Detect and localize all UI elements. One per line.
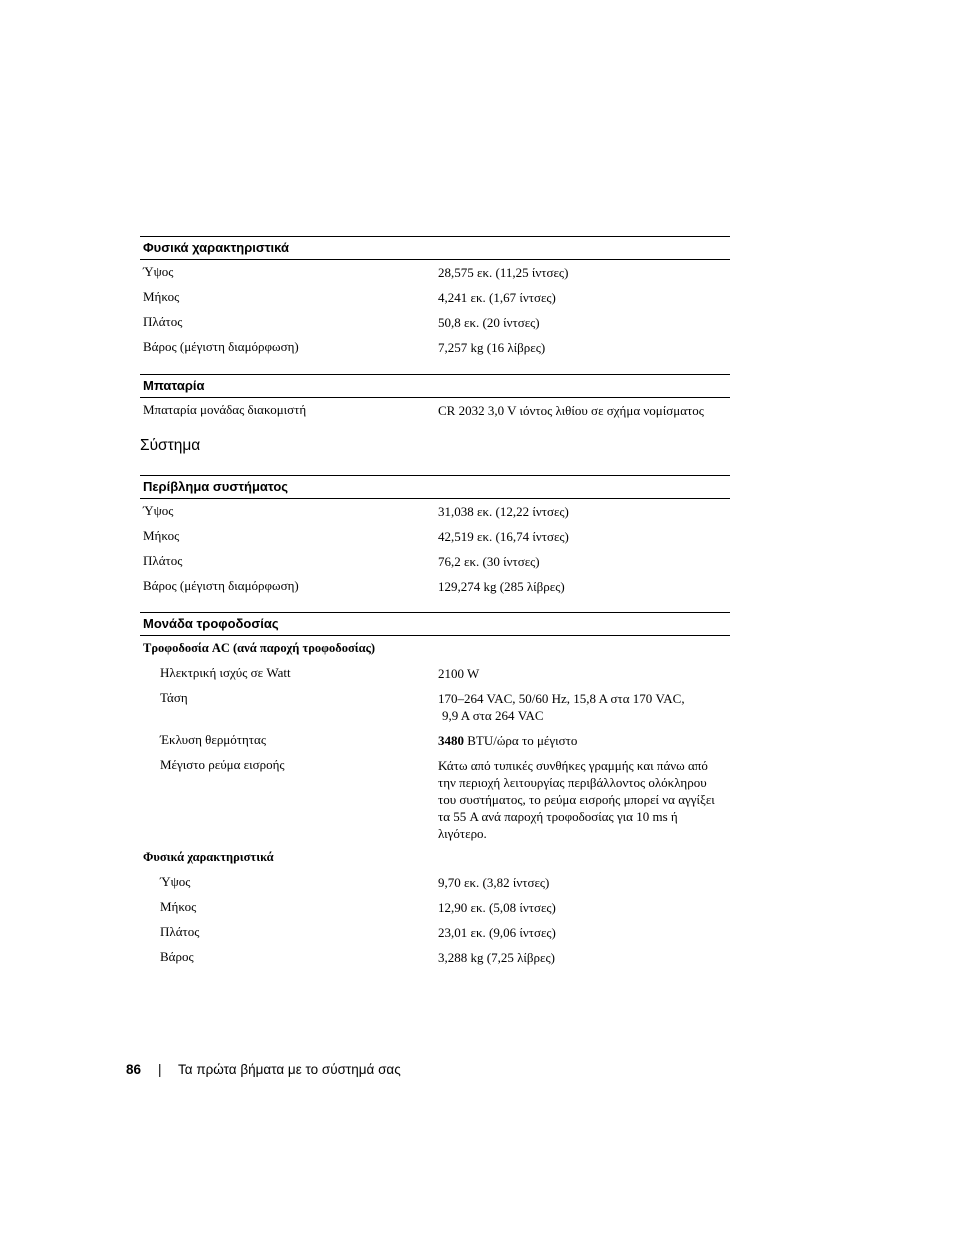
- row-label: Ύψος: [143, 264, 174, 279]
- row-value: 9,70 εκ. (3,82 ίντσες): [438, 875, 550, 890]
- table-row: [140, 260, 730, 285]
- row-value: 76,2 εκ. (30 ίντσες): [438, 554, 540, 569]
- heat-unit: BTU/ώρα το μέγιστο: [464, 733, 578, 748]
- value-line: Κάτω από τυπικές συνθήκες γραμμής και πάνω από: [438, 758, 708, 773]
- page-footer: [126, 1062, 401, 1077]
- power-supply-table: [140, 612, 730, 970]
- row-label: Μήκος: [160, 899, 197, 914]
- row-label: Έκλυση θερμότητας: [160, 732, 266, 747]
- value-line: τα 55 A ανά παροχή τροφοδοσίας για 10 ms ή: [438, 809, 678, 824]
- row-label: Βάρος (μέγιστη διαμόρφωση): [143, 339, 299, 354]
- table-row: [140, 285, 730, 310]
- row-label: Βάρος: [160, 949, 194, 964]
- footer-title: Τα πρώτα βήματα με το σύστημά σας: [178, 1062, 401, 1077]
- table-row: [140, 661, 730, 686]
- row-label: Μπαταρία μονάδας διακομιστή: [143, 402, 307, 417]
- physical-characteristics-table: [140, 236, 730, 360]
- row-value: 2100 W: [438, 666, 480, 681]
- section-header: Περίβλημα συστήματος: [140, 475, 730, 499]
- row-label: Ύψος: [143, 503, 174, 518]
- section-header: Μπαταρία: [140, 374, 730, 398]
- row-value: 12,90 εκ. (5,08 ίντσες): [438, 900, 556, 915]
- row-label: Βάρος (μέγιστη διαμόρφωση): [143, 578, 299, 593]
- value-line: του συστήματος, το ρεύμα εισροής μπορεί να αγγίξει: [438, 792, 715, 807]
- row-label: Πλάτος: [160, 924, 200, 939]
- subsection-heading: Τροφοδοσία AC (ανά παροχή τροφοδοσίας): [143, 641, 376, 655]
- table-row: [140, 398, 730, 423]
- row-value: [438, 690, 730, 724]
- table-row: [140, 753, 730, 845]
- row-label: Ύψος: [160, 874, 191, 889]
- table-row: [140, 310, 730, 335]
- row-label: Τάση: [160, 690, 188, 705]
- table-row: [140, 895, 730, 920]
- section-header: Μονάδα τροφοδοσίας: [140, 612, 730, 636]
- row-value: [438, 732, 730, 749]
- row-value: 31,038 εκ. (12,22 ίντσες): [438, 504, 569, 519]
- system-enclosure-table: [140, 475, 730, 599]
- subsection-heading: Φυσικά χαρακτηριστικά: [143, 850, 274, 864]
- value-line: 170–264 VAC, 50/60 Hz, 15,8 A στα 170 VAC,: [438, 691, 685, 706]
- row-label: Ηλεκτρική ισχύς σε Watt: [160, 665, 291, 680]
- row-value: [438, 757, 730, 842]
- row-label: Μήκος: [143, 528, 180, 543]
- table-row: [140, 870, 730, 895]
- table-row: [140, 499, 730, 524]
- table-row: [140, 335, 730, 360]
- row-value: 50,8 εκ. (20 ίντσες): [438, 315, 540, 330]
- value-line: την περιοχή λειτουργίας περιβάλλοντος ολόκληρου: [438, 775, 707, 790]
- table-row: [140, 524, 730, 549]
- row-label: Πλάτος: [143, 314, 183, 329]
- row-value: 28,575 εκ. (11,25 ίντσες): [438, 265, 569, 280]
- battery-table: [140, 374, 730, 423]
- row-value: 7,257 kg (16 λίβρες): [438, 340, 546, 355]
- table-row: [140, 686, 730, 728]
- value-line: 9,9 A στα 264 VAC: [442, 708, 544, 723]
- section-title: Σύστημα: [140, 437, 201, 454]
- row-value: CR 2032 3,0 V ιόντος λιθίου σε σχήμα νομίσματος: [438, 403, 704, 418]
- heat-number: 3480: [438, 733, 464, 748]
- row-value: 23,01 εκ. (9,06 ίντσες): [438, 925, 556, 940]
- section-header: Φυσικά χαρακτηριστικά: [140, 236, 730, 260]
- row-value: 4,241 εκ. (1,67 ίντσες): [438, 290, 556, 305]
- table-row: [140, 920, 730, 945]
- row-label: Μήκος: [143, 289, 180, 304]
- footer-separator: |: [158, 1062, 162, 1077]
- table-row: [140, 728, 730, 753]
- page-number: 86: [126, 1062, 142, 1077]
- row-label: Πλάτος: [143, 553, 183, 568]
- table-row: [140, 945, 730, 970]
- table-row: [140, 574, 730, 599]
- row-value: 3,288 kg (7,25 λίβρες): [438, 950, 555, 965]
- table-row: [140, 549, 730, 574]
- row-value: 129,274 kg (285 λίβρες): [438, 579, 565, 594]
- value-line: λιγότερο.: [438, 826, 487, 841]
- row-value: 42,519 εκ. (16,74 ίντσες): [438, 529, 569, 544]
- row-label: Μέγιστο ρεύμα εισροής: [160, 757, 285, 772]
